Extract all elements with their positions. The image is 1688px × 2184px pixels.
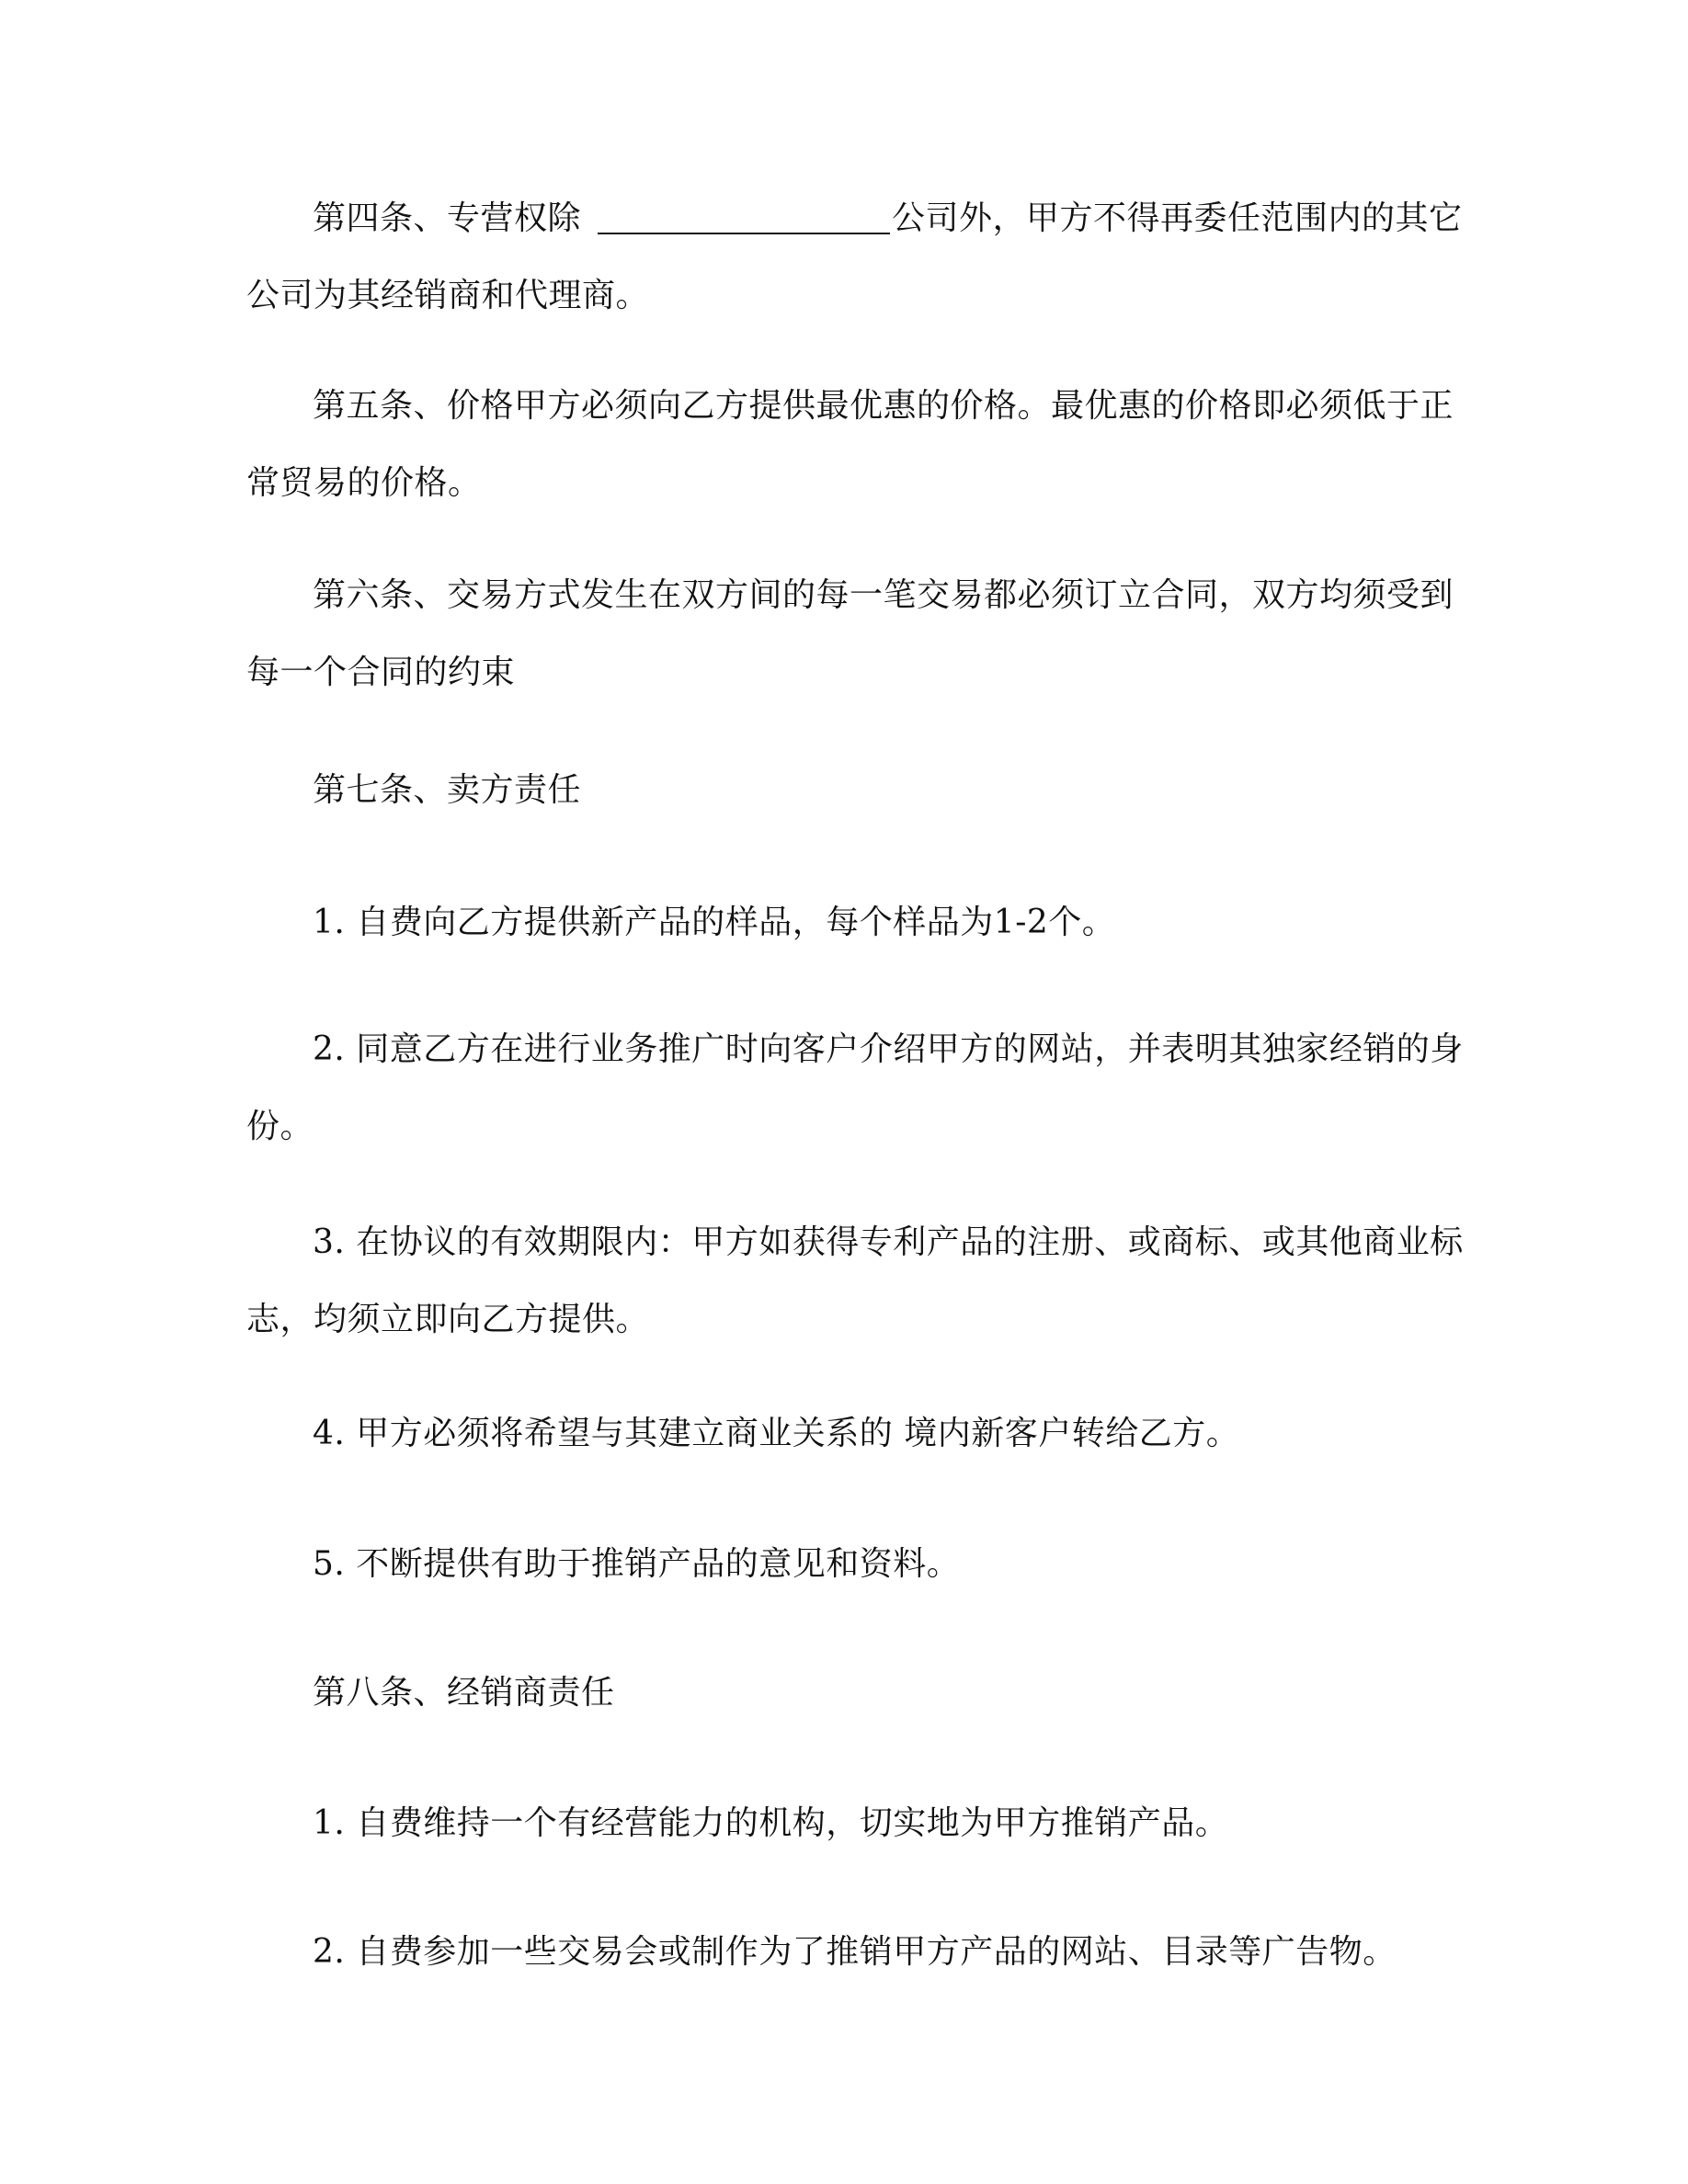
article-4 <box>246 180 1463 335</box>
article-7-item-2-line-2: 份。 <box>246 1108 314 1145</box>
article-7-item-5 <box>246 1526 1442 1603</box>
article-6 <box>246 557 1454 711</box>
article-5-line-1 <box>246 368 1454 445</box>
article-6-line-1 <box>246 557 1454 634</box>
article-4-text-b: 公司外，甲方不得再委任范围内的其它 <box>892 199 1463 237</box>
article-7-item-4 <box>246 1395 1442 1473</box>
article-8-item-2-text: 2. 自费参加一些交易会或制作为了推销甲方产品的网站、目录等广告物。 <box>313 1933 1397 1971</box>
article-7-item-3-text: 3. 在协议的有效期限内：甲方如获得专利产品的注册、或商标、或其他商业标 <box>313 1223 1464 1261</box>
article-7-item-3-line-2: 志，均须立即向乙方提供。 <box>246 1301 650 1338</box>
fill-in-blank[interactable] <box>598 196 890 234</box>
article-7-heading <box>246 752 1442 829</box>
article-7-item-4-text: 4. 甲方必须将希望与其建立商业关系的 境内新客户转给乙方。 <box>313 1415 1240 1452</box>
article-8-item-1 <box>246 1785 1442 1862</box>
article-4-line-1 <box>246 180 1463 257</box>
article-8-item-2 <box>246 1914 1442 1991</box>
article-6-text: 第六条、交易方式发生在双方间的每一笔交易都必须订立合同，双方均须受到 <box>313 576 1454 614</box>
article-8-heading-text: 第八条、经销商责任 <box>313 1674 615 1712</box>
article-4-line-2: 公司为其经销商和代理商。 <box>246 277 650 314</box>
article-8-item-1-text: 1. 自费维持一个有经营能力的机构，切实地为甲方推销产品。 <box>313 1804 1229 1842</box>
article-7-item-5-text: 5. 不断提供有助于推销产品的意见和资料。 <box>313 1545 961 1583</box>
article-7-item-1-text: 1. 自费向乙方提供新产品的样品，每个样品为1-2个。 <box>313 904 1116 941</box>
article-6-line-2: 每一个合同的约束 <box>246 654 516 691</box>
article-5 <box>246 368 1454 522</box>
article-7-item-2-text: 2. 同意乙方在进行业务推广时向客户介绍甲方的网站，并表明其独家经销的身 <box>313 1030 1464 1068</box>
article-5-text: 第五条、价格甲方必须向乙方提供最优惠的价格。最优惠的价格即必须低于正 <box>313 387 1454 425</box>
article-4-text-a: 第四条、专营权除 <box>313 199 582 237</box>
article-8-heading <box>246 1655 1442 1732</box>
article-5-line-2: 常贸易的价格。 <box>246 464 482 502</box>
article-7-item-2 <box>246 1011 1464 1166</box>
article-7-item-3 <box>246 1204 1464 1359</box>
article-7-item-1 <box>246 884 1442 961</box>
article-7-heading-text: 第七条、卖方责任 <box>313 771 582 809</box>
